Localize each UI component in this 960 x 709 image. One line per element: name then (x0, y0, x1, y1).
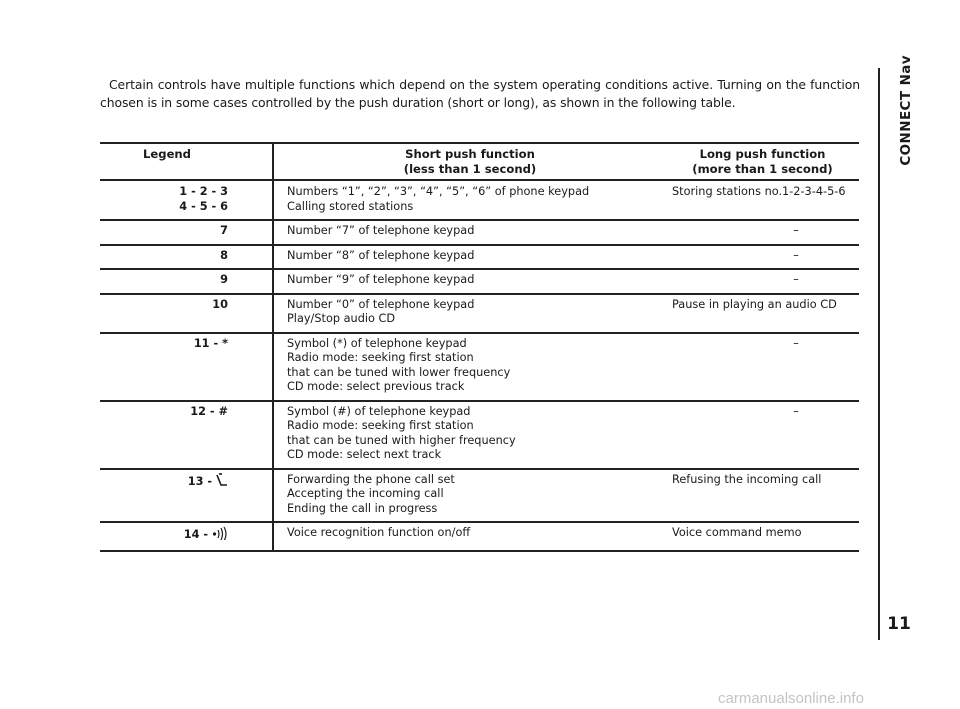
page-number: 11 (887, 614, 911, 634)
header-long-push: Long push function (more than 1 second) (659, 143, 859, 180)
long-push-cell: – (659, 245, 859, 270)
phone-call-icon (216, 473, 228, 492)
short-push-cell: Symbol (#) of telephone keypad Radio mode: seeking first station that can be tuned with higher frequency CD mode: select next track (273, 401, 659, 469)
table-row (100, 220, 859, 245)
legend-cell: 7 (100, 220, 273, 245)
short-push-cell: Number “8” of telephone keypad (273, 245, 659, 270)
table-row (100, 269, 859, 294)
long-push-cell: – (659, 269, 859, 294)
short-push-cell: Number “9” of telephone keypad (273, 269, 659, 294)
short-push-cell: Numbers “1”, “2”, “3”, “4”, “5”, “6” of phone keypad Calling stored stations (273, 180, 659, 220)
intro-paragraph: Certain controls have multiple functions which depend on the system operating conditions active. Turning on the function chosen is in some cases controlled by the push duration (short or long), as shown in the following table. (100, 77, 860, 110)
table-row (100, 469, 859, 523)
long-push-cell: Voice command memo (659, 522, 859, 551)
legend-cell: 12 - # (100, 401, 273, 469)
long-push-cell: – (659, 220, 859, 245)
short-push-cell: Symbol (*) of telephone keypad Radio mode: seeking first station that can be tuned with lower frequency CD mode: select previous track (273, 333, 659, 401)
functions-table (100, 142, 859, 552)
long-push-cell: Storing stations no.1-2-3-4-5-6 (659, 180, 859, 220)
long-push-cell: – (659, 333, 859, 401)
legend-cell: 9 (100, 269, 273, 294)
table-header-row (100, 143, 859, 180)
short-push-cell: Voice recognition function on/off (273, 522, 659, 551)
table-row (100, 245, 859, 270)
margin-rule (878, 68, 880, 640)
legend-cell: 8 (100, 245, 273, 270)
table-row (100, 401, 859, 469)
table-row (100, 180, 859, 220)
legend-cell: 1 - 2 - 3 4 - 5 - 6 (100, 180, 273, 220)
legend-cell: 13 - (100, 469, 273, 523)
watermark: carmanualsonline.info (718, 690, 864, 707)
header-short-push: Short push function (less than 1 second) (273, 143, 659, 180)
long-push-cell: Pause in playing an audio CD (659, 294, 859, 333)
voice-icon (212, 526, 228, 545)
section-label: CONNECT Nav (898, 55, 914, 166)
long-push-cell: – (659, 401, 859, 469)
table-row (100, 522, 859, 551)
legend-cell: 11 - * (100, 333, 273, 401)
table-row (100, 294, 859, 333)
short-push-cell: Forwarding the phone call set Accepting the incoming call Ending the call in progress (273, 469, 659, 523)
header-legend: Legend (100, 143, 273, 180)
table-row (100, 333, 859, 401)
legend-cell: 10 (100, 294, 273, 333)
short-push-cell: Number “7” of telephone keypad (273, 220, 659, 245)
short-push-cell: Number “0” of telephone keypad Play/Stop audio CD (273, 294, 659, 333)
long-push-cell: Refusing the incoming call (659, 469, 859, 523)
legend-cell: 14 - (100, 522, 273, 551)
